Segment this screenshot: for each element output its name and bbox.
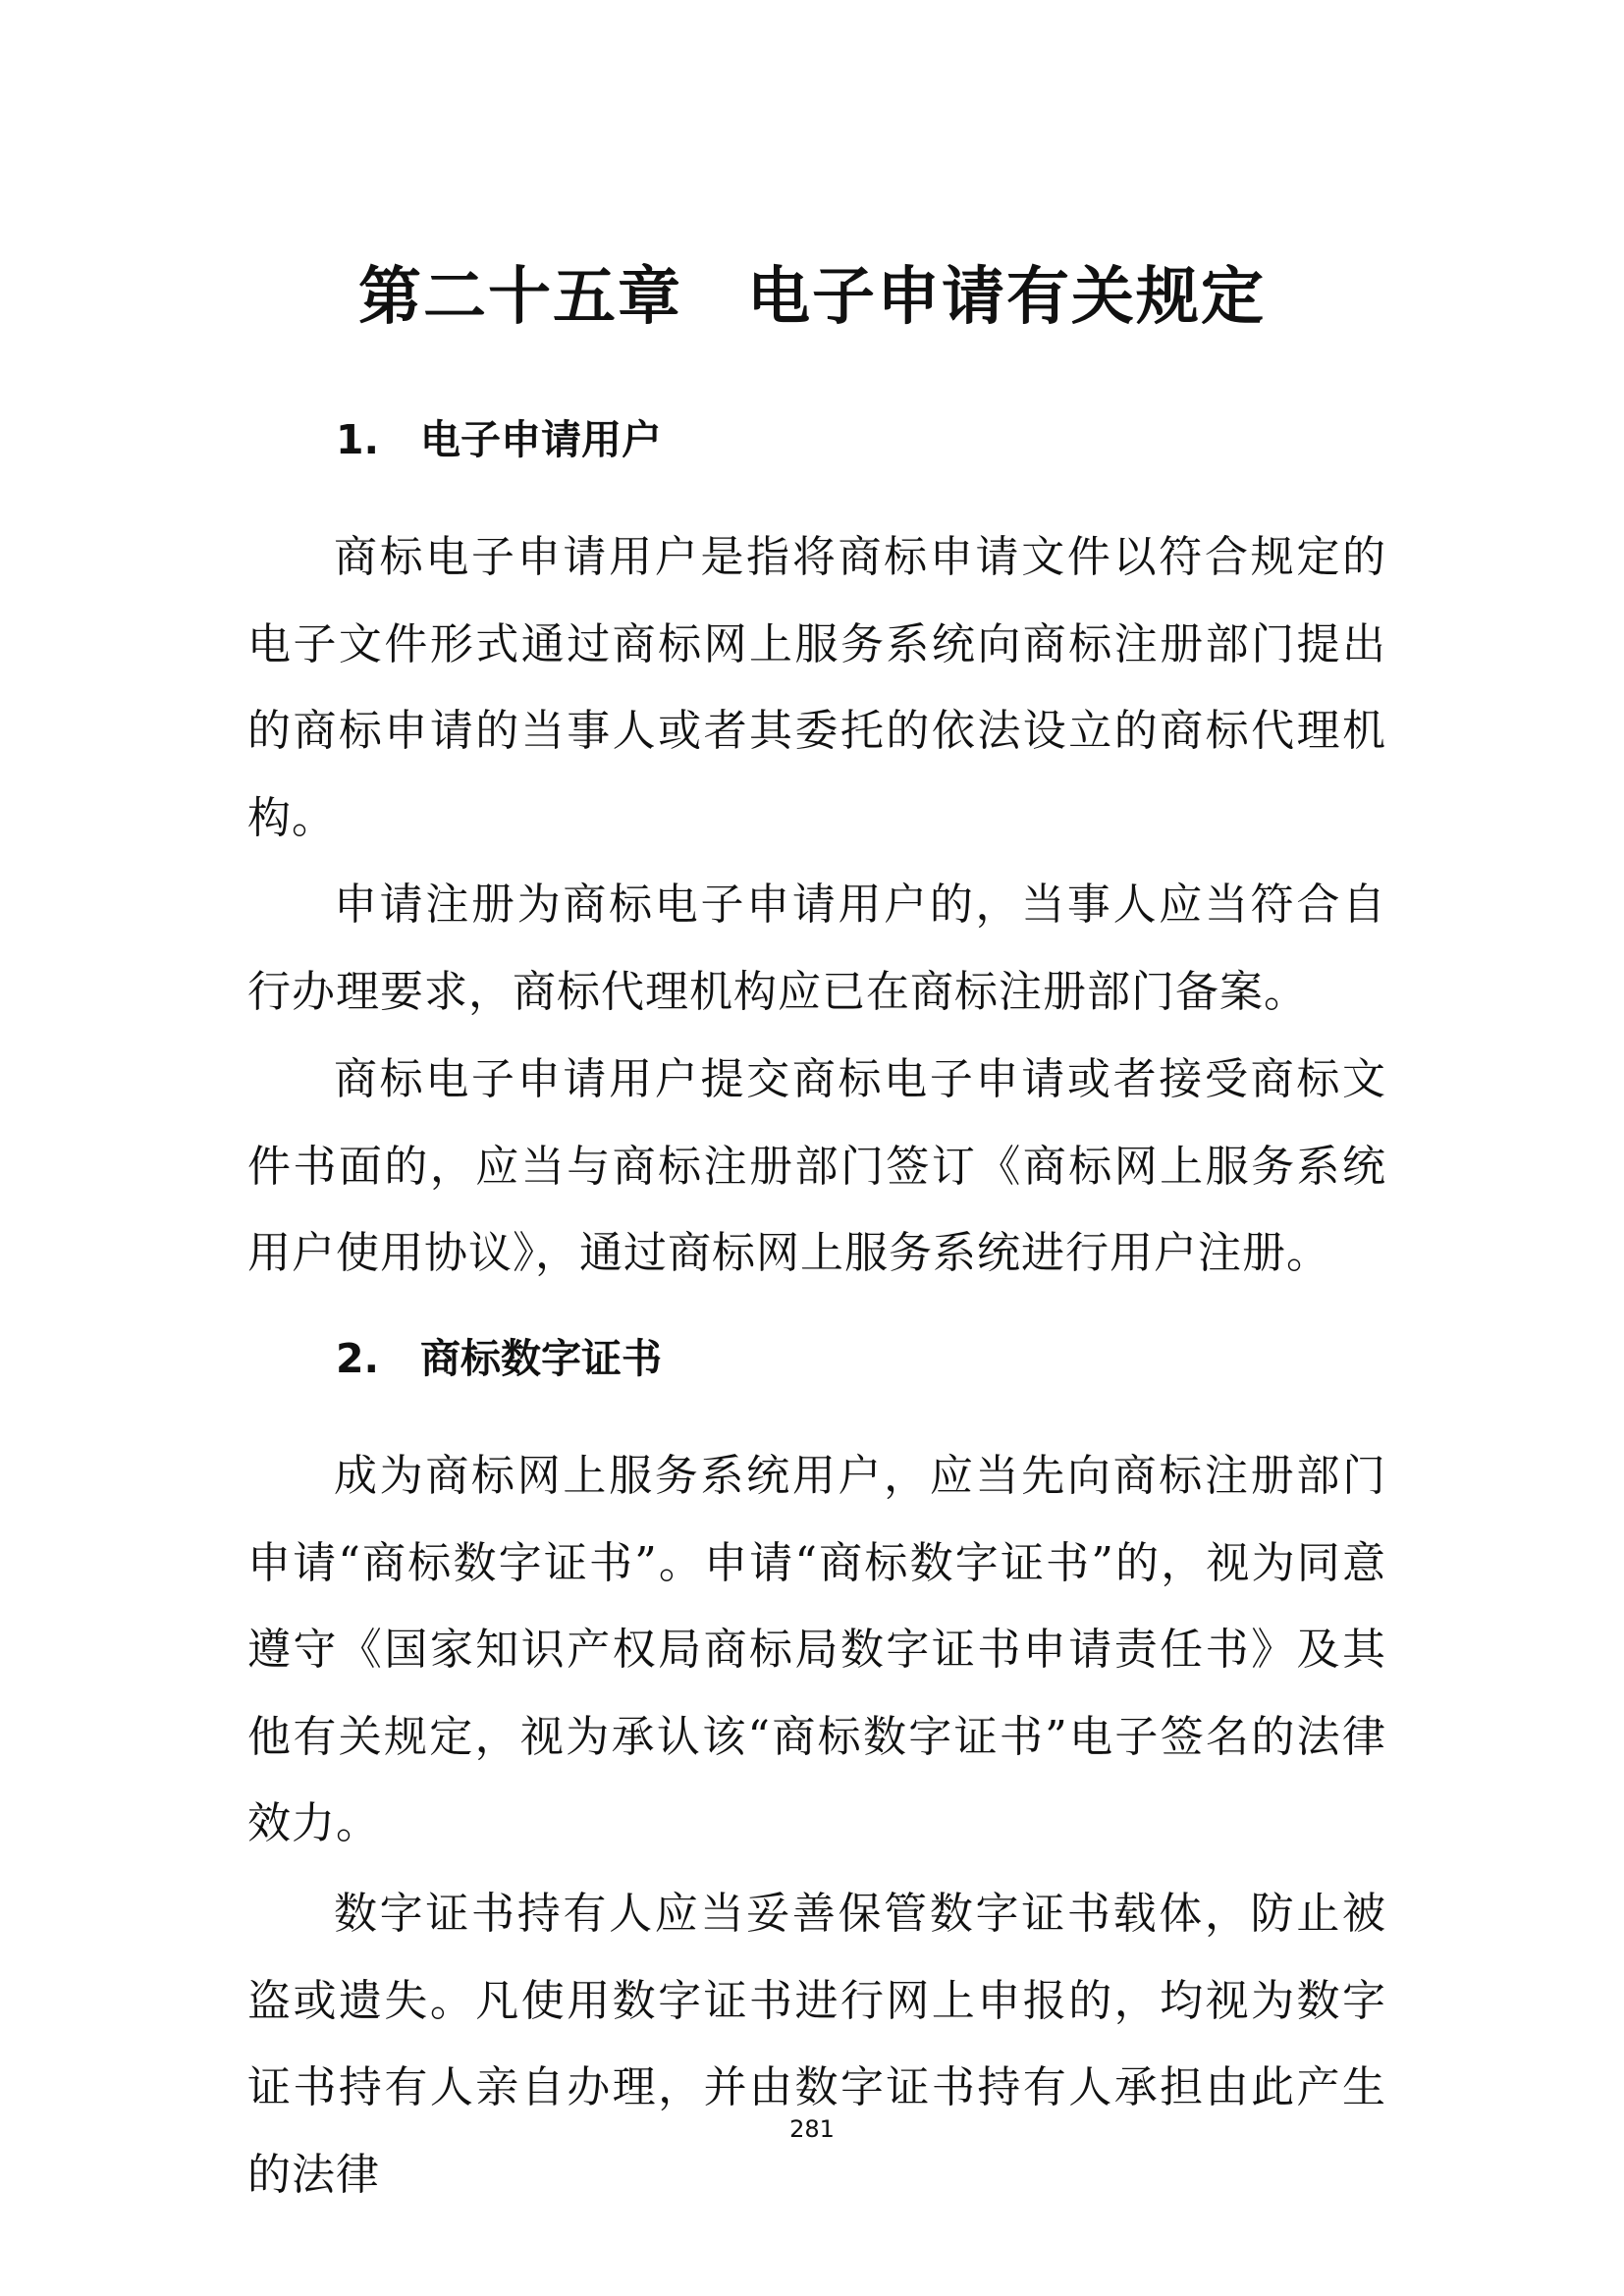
paragraph: 数字证书持有人应当妥善保管数字证书载体，防止被盗或遗失。凡使用数字证书进行网上申报的，均视为数字证书持有人亲自办理，并由数字证书持有人承担由此产生的法律 [247,1889,1386,2200]
section-heading-digital-certificate [336,1329,662,1388]
section-title: 商标数字证书 [420,1335,662,1382]
section-title: 电子申请用户 [420,416,662,463]
paragraph: 商标电子申请用户是指将商标申请文件以符合规定的电子文件形式通过商标网上服务系统向商标注册部门提出的商标申请的当事人或者其委托的依法设立的商标代理机构。 [247,532,1386,843]
paragraph: 成为商标网上服务系统用户，应当先向商标注册部门申请“商标数字证书”。申请“商标数字证书”的，视为同意遵守《国家知识产权局商标局数字证书申请责任书》及其他有关规定，视为承认该“商标数字证书”电子签名的法律效力。 [247,1451,1386,1848]
section-heading-electronic-users [336,410,662,469]
paragraph: 商标电子申请用户提交商标电子申请或者接受商标文件书面的，应当与商标注册部门签订《商标网上服务系统用户使用协议》，通过商标网上服务系统进行用户注册。 [247,1054,1386,1278]
section-number: 2. [336,1335,380,1382]
chapter-title: 第二十五章 电子申请有关规定 [358,261,1266,334]
paragraph: 申请注册为商标电子申请用户的，当事人应当符合自行办理要求，商标代理机构应已在商标注册部门备案。 [247,880,1386,1017]
page-number: 281 [789,2115,835,2143]
section-number: 1. [336,416,380,463]
